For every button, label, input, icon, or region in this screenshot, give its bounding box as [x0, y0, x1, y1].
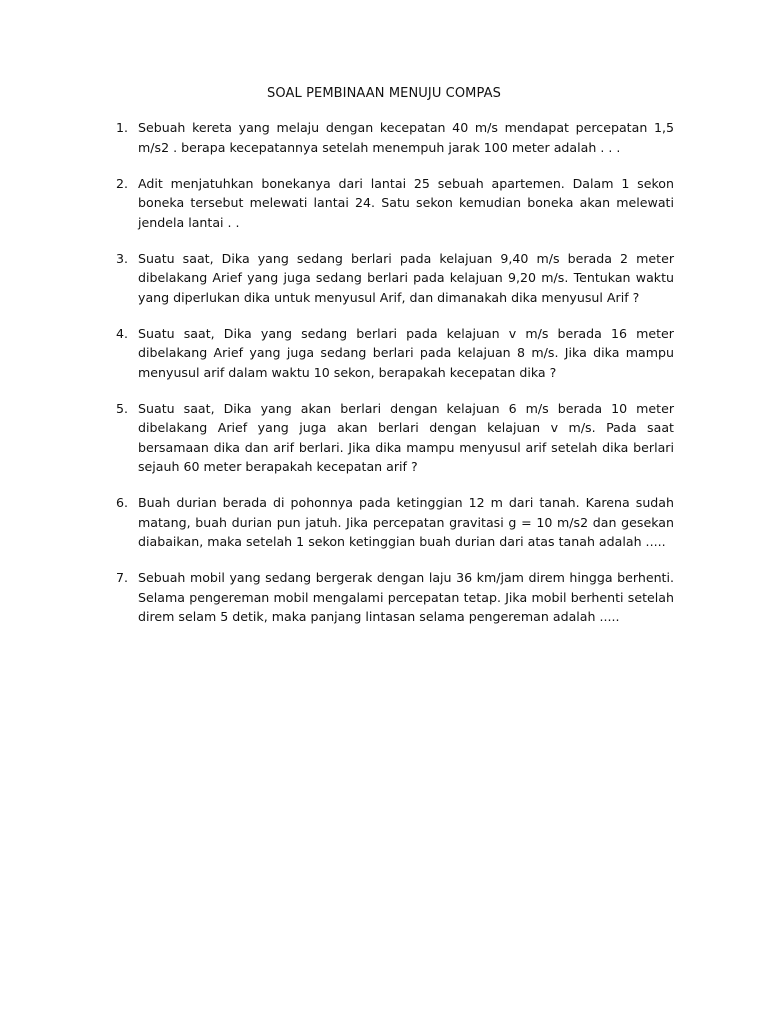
question-number: 7.: [116, 570, 129, 585]
page-title: SOAL PEMBINAAN MENUJU COMPAS: [267, 86, 501, 101]
question-text: Sebuah mobil yang sedang bergerak dengan laju 36 km/jam direm hingga berhenti. Selama pengereman mobil mengalami percepatan tetap. Jika mobil berhenti setelah direm selam 5 detik, maka panjang lintasan selama pengereman adalah .....: [138, 570, 674, 624]
question-item-1: [116, 118, 674, 157]
question-item-6: [116, 493, 674, 552]
question-number: 4.: [116, 325, 129, 341]
question-number: 1.: [116, 120, 129, 135]
question-number: 5.: [116, 400, 129, 416]
question-text: Suatu saat, Dika yang sedang berlari pada kelajuan v m/s berada 16 meter dibelakang Arief yang juga sedang berlari pada kelajuan 8 m/s. Jika dika mampu menyusul arif dalam waktu 10 sekon, berapakah kecepatan dika ?: [138, 325, 674, 380]
question-number: 2.: [116, 175, 129, 191]
question-text: Suatu saat, Dika yang sedang berlari pada kelajuan 9,40 m/s berada 2 meter dibelakang Arief yang juga sedang berlari pada kelajuan 9,20 m/s. Tentukan waktu yang diperlukan dika untuk menyusul Arif, dan dimanakah dika menyusul Arif ?: [138, 250, 674, 305]
question-item-3: [116, 249, 674, 308]
question-item-2: [116, 174, 674, 233]
question-text: Buah durian berada di pohonnya pada ketinggian 12 m dari tanah. Karena sudah matang, buah durian pun jatuh. Jika percepatan gravitasi g = 10 m/s2 dan gesekan diabaikan, maka setelah 1 sekon ketinggian buah durian dari atas tanah adalah .....: [138, 495, 674, 549]
question-text: Adit menjatuhkan bonekanya dari lantai 25 sebuah apartemen. Dalam 1 sekon boneka tersebut melewati lantai 24. Satu sekon kemudian boneka akan melewati jendela lantai . .: [138, 175, 674, 230]
question-item-5: [116, 399, 674, 477]
question-list: [116, 118, 674, 643]
question-number: 6.: [116, 495, 129, 510]
question-number: 3.: [116, 250, 129, 266]
question-item-7: [116, 568, 674, 627]
question-text: Suatu saat, Dika yang akan berlari dengan kelajuan 6 m/s berada 10 meter dibelakang Arief yang juga akan berlari dengan kelajuan v m/s. Pada saat bersamaan dika dan arif berlari. Jika dika mampu menyusul arif setelah dika berlari sejauh 60 meter berapakah kecepatan arif ?: [138, 400, 674, 474]
question-text: Sebuah kereta yang melaju dengan kecepatan 40 m/s mendapat percepatan 1,5 m/s2 . berapa kecepatannya setelah menempuh jarak 100 meter adalah . . .: [138, 120, 674, 155]
question-item-4: [116, 324, 674, 383]
